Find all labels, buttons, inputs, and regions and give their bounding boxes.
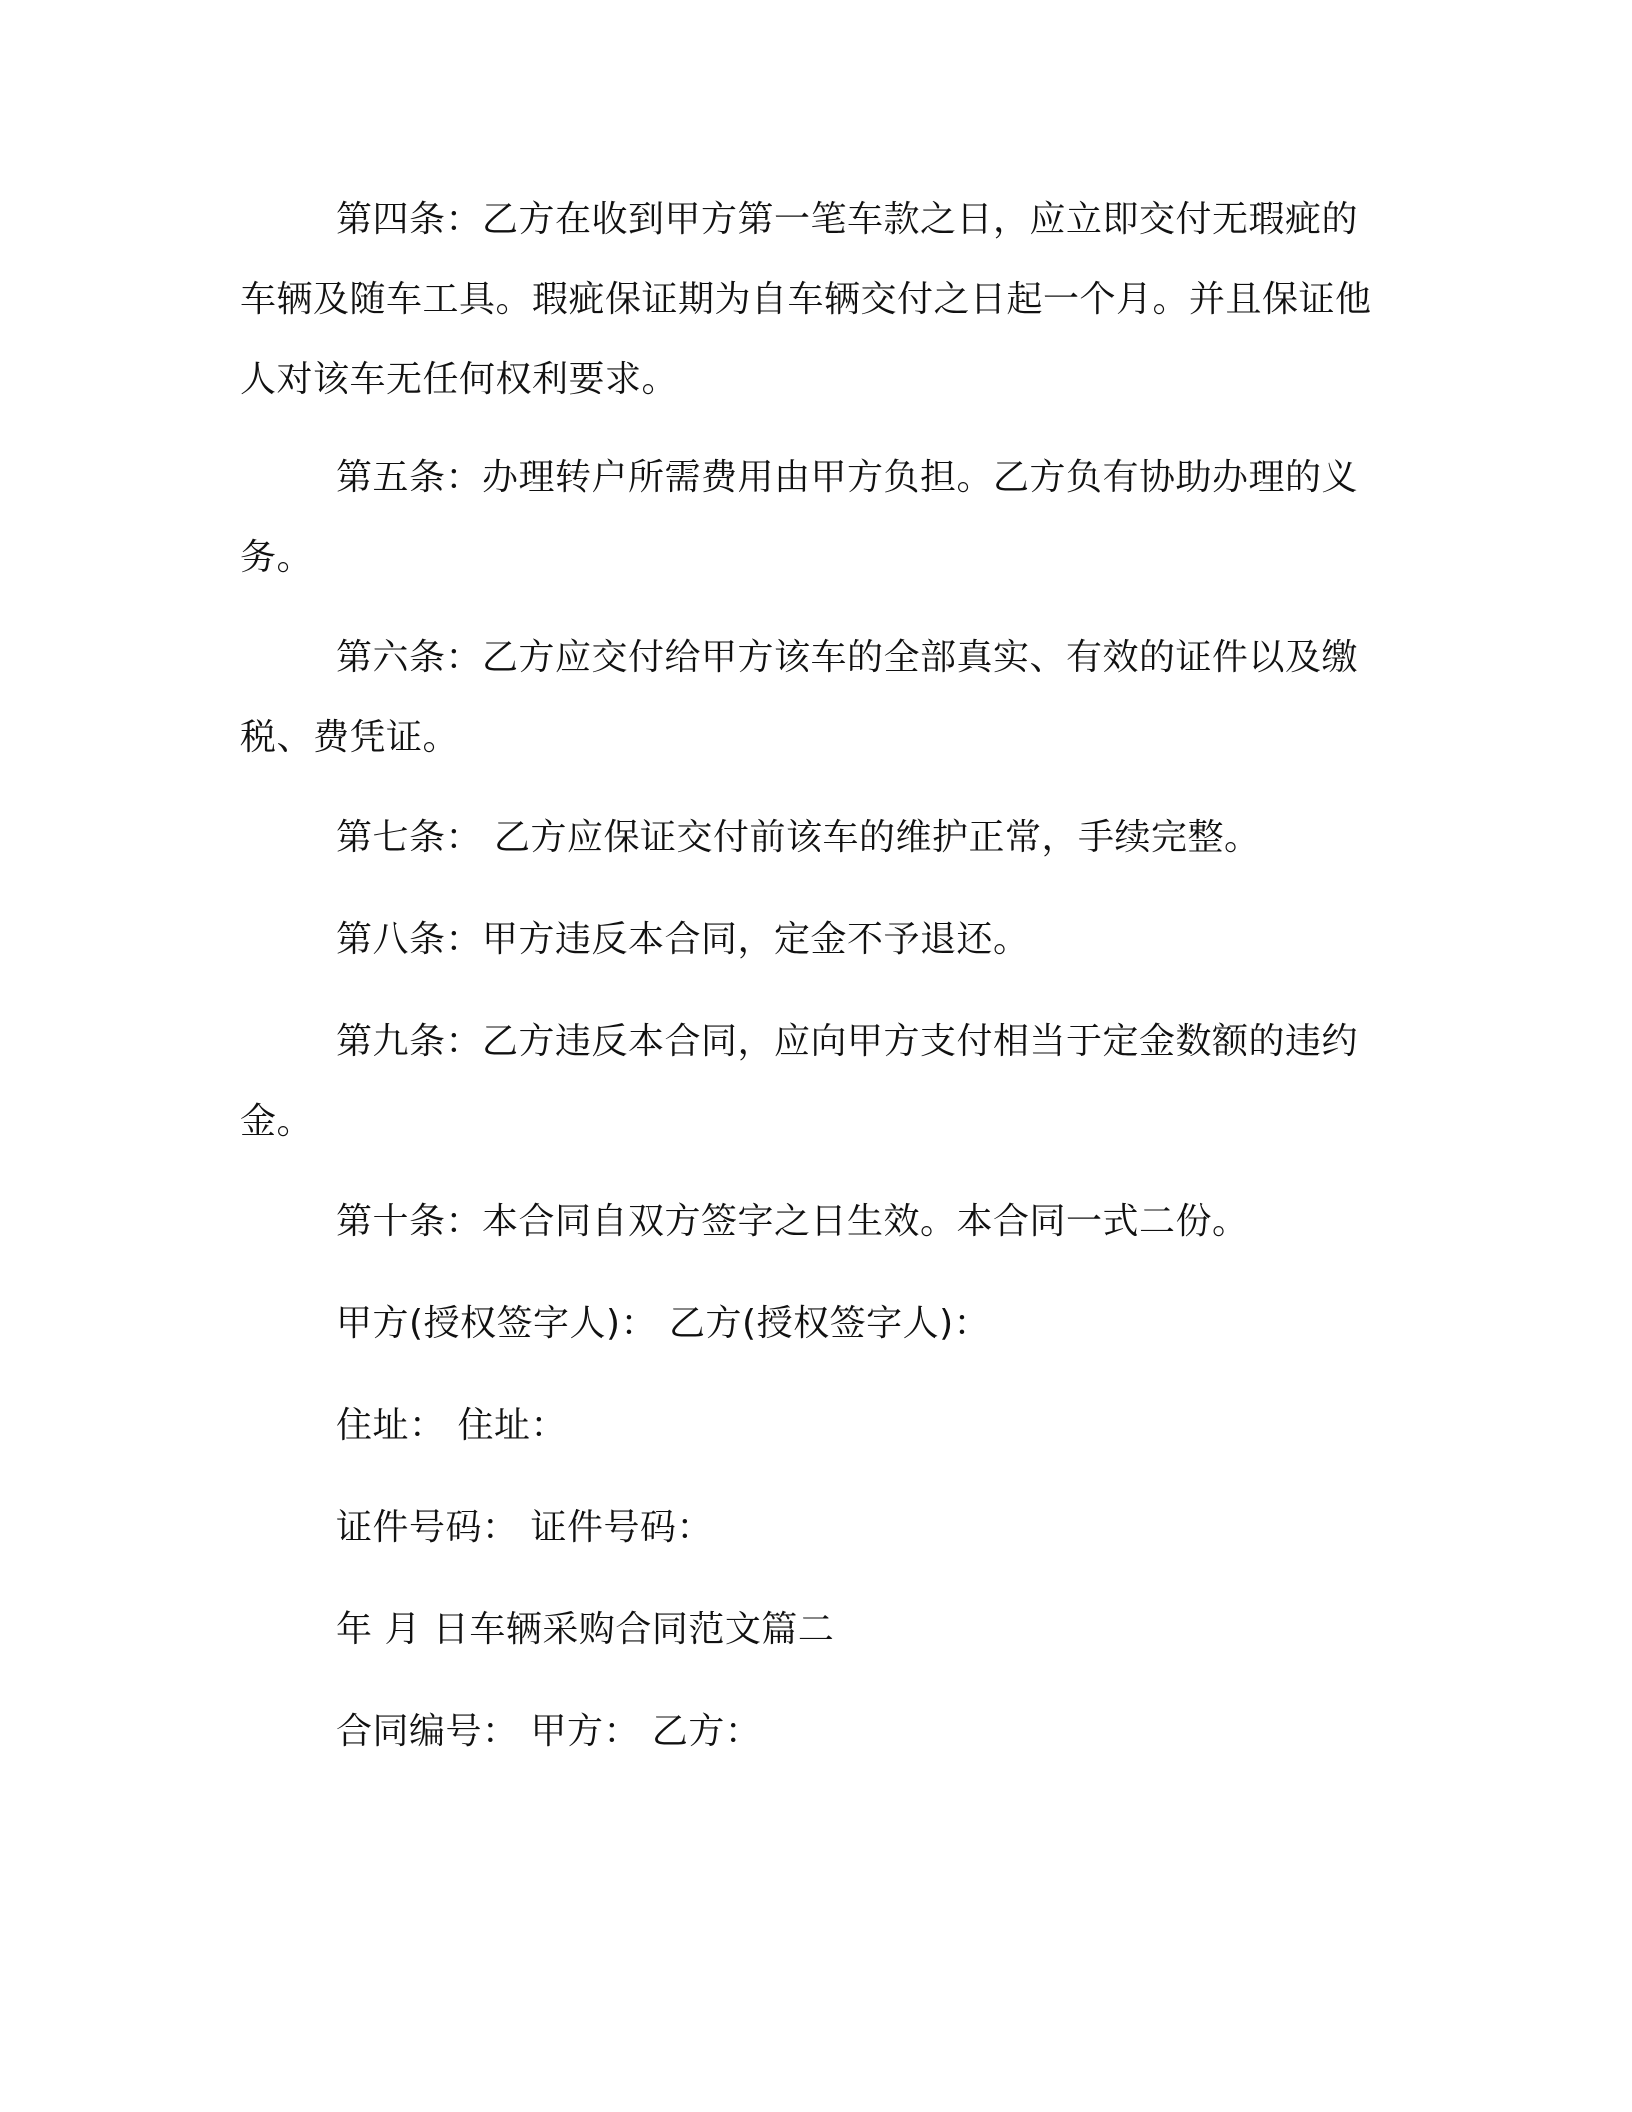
article-5: 第五条：办理转户所需费用由甲方负担。乙方负有协助办理的义务。 (240, 457, 1359, 578)
address-line: 住址： 住址： (336, 1405, 567, 1446)
article-4: 第四条：乙方在收到甲方第一笔车款之日，应立即交付无瑕疵的车辆及随车工具。瑕疵保证期为自车辆交付之日起一个月。并且保证他人对该车无任何权利要求。 (240, 199, 1372, 400)
id-number-line: 证件号码： 证件号码： (336, 1507, 713, 1548)
contract-number-line: 合同编号： 甲方： 乙方： (336, 1711, 762, 1752)
article-9: 第九条：乙方违反本合同，应向甲方支付相当于定金数额的违约金。 (240, 1021, 1359, 1142)
party-signatory-line: 甲方(授权签字人)： 乙方(授权签字人)： (336, 1303, 991, 1344)
article-10: 第十条：本合同自双方签字之日生效。本合同一式二份。 (336, 1201, 1249, 1242)
date-and-next-title-line: 年 月 日车辆采购合同范文篇二 (336, 1609, 835, 1650)
article-7: 第七条： 乙方应保证交付前该车的维护正常，手续完整。 (336, 817, 1261, 858)
article-6: 第六条：乙方应交付给甲方该车的全部真实、有效的证件以及缴税、费凭证。 (240, 637, 1359, 758)
article-8: 第八条：甲方违反本合同，定金不予退还。 (336, 919, 1030, 960)
